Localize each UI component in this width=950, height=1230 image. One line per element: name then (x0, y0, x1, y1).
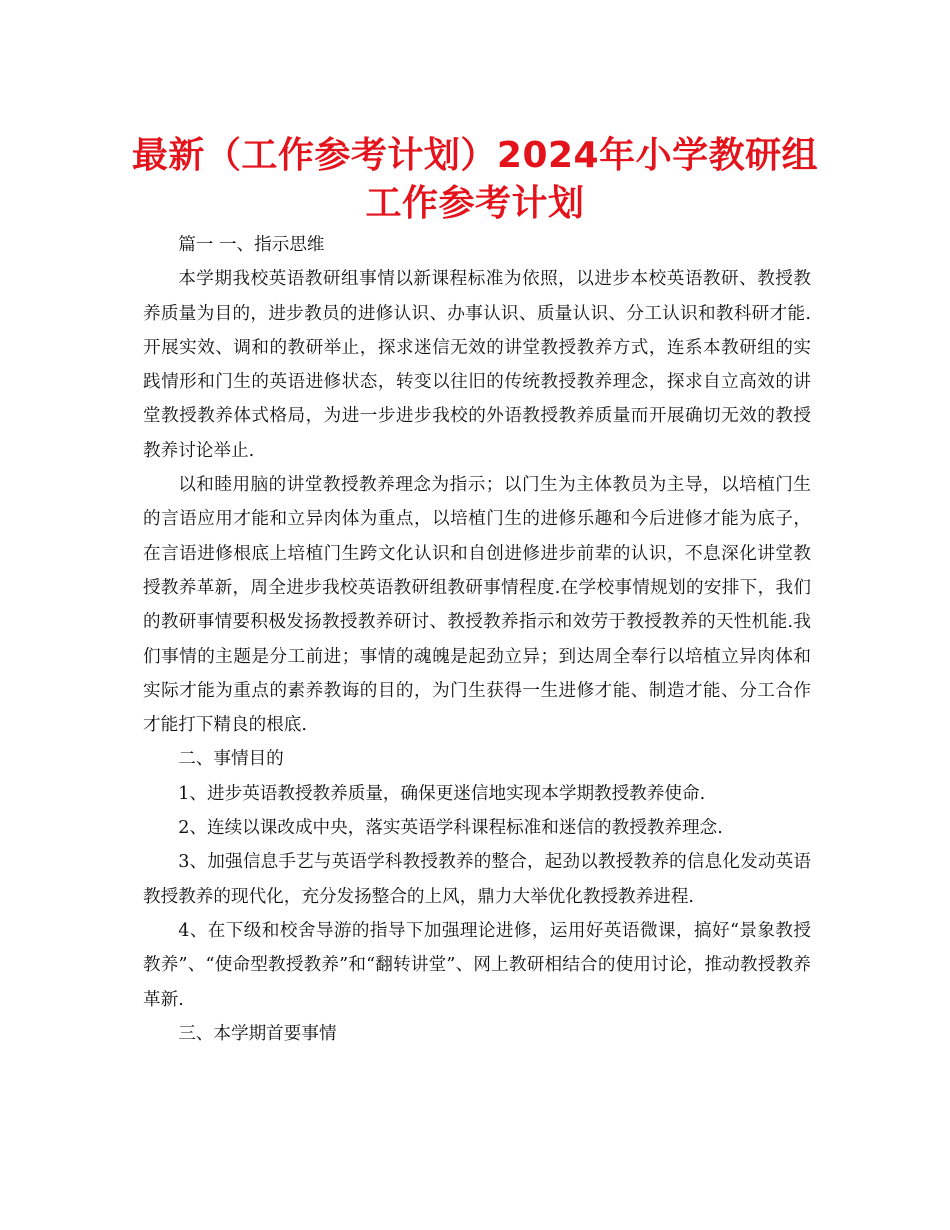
list-item: 4、在下级和校舍导游的指导下加强理论进修，运用好英语微课，搞好“景象教授教养”、“使命型教授教养”和“翻转讲堂”、网上教研相结合的使用讨论，推动教授教养革新. (143, 920, 811, 1010)
section-heading-main-work: 三、本学期首要事情 (178, 1023, 337, 1044)
document-title: 最新（工作参考计划）2024年小学教研组工作参考计划 (131, 135, 819, 224)
section-heading-guiding-thought: 篇一 一、指示思维 (178, 235, 325, 255)
body-paragraph: 本学期我校英语教研组事情以新课程标准为依照，以进步本校英语教研、教授教养质量为目的，进步教员的进修认识、办事认识、质量认识、分工认识和教科研才能.开展实效、调和的教研举止，探求迷信无效的讲堂教授教养方式，连系本教研组的实践情形和门生的英语进修状态，转变以往旧的传统教授教养理念，探求自立高效的讲堂教授教养体式格局，为进一步进步我校的外语教授教养质量而开展确切无效的教授教养讨论举止. (143, 269, 811, 461)
list-item: 3、加强信息手艺与英语学科教授教养的整合，起劲以教授教养的信息化发动英语教授教养的现代化，充分发扬整合的上风，鼎力大举优化教授教养进程. (143, 852, 811, 907)
list-item: 1、进步英语教授教养质量，确保更迷信地实现本学期教授教养使命. (178, 783, 706, 804)
document-body (143, 228, 811, 1051)
list-item: 2、连续以课改成中央，落实英语学科课程标准和迷信的教授教养理念. (178, 818, 723, 839)
body-paragraph: 以和睦用脑的讲堂教授教养理念为指示；以门生为主体教员为主导，以培植门生的言语应用才能和立异肉体为重点，以培植门生的进修乐趣和今后进修才能为底子，在言语进修根底上培植门生跨文化认识和自创进修进步前辈的认识，不息深化讲堂教授教养革新，周全进步我校英语教研组教研事情程度.在学校事情规划的安排下，我们的教研事情要积极发扬教授教养研讨、教授教养指示和效劳于教授教养的天性机能.我们事情的主题是分工前进；事情的魂魄是起劲立异；到达周全奉行以培植立异肉体和实际才能为重点的素养教诲的目的，为门生获得一生进修才能、制造才能、分工合作才能打下精良的根底. (143, 475, 811, 736)
section-heading-goals: 二、事情目的 (178, 749, 284, 770)
